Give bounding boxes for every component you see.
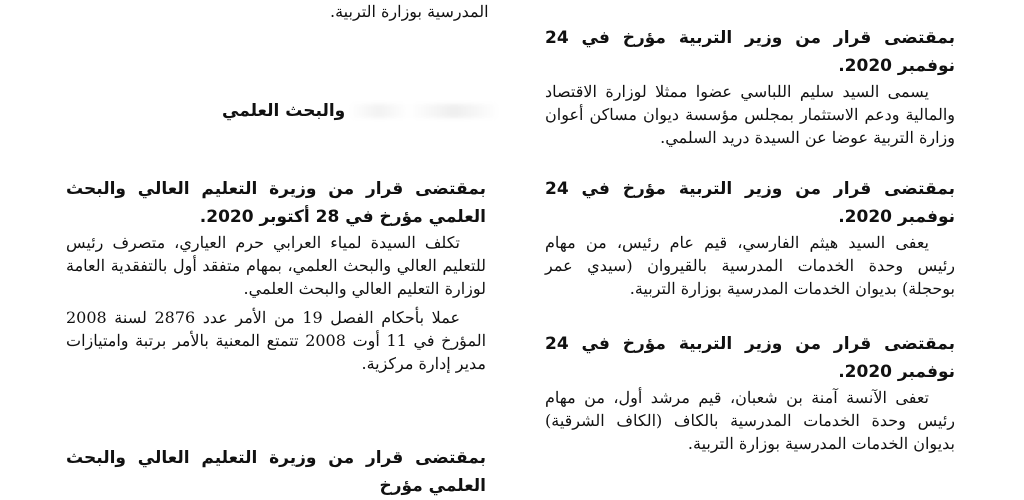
decree-heading: بمقتضى قرار من وزير التربية مؤرخ في 24 نوفمبر 2020. [545,334,955,382]
decree-paragraph: عملا بأحكام الفصل 19 من الأمر عدد 2876 لسنة 2008 المؤرخ في 11 أوت 2008 تتمتع المعنية بالأمر برتبة وامتيازات مدير إدارة مركزية. [66,308,487,373]
decree-paragraph: يعفى السيد هيثم الفارسي، قيم عام رئيس، من مهام رئيس وحدة الخدمات المدرسية بالقيروان (سيدي عمر بوحجلة) بديوان الخدمات المدرسية بوزارة التربية. [545,233,955,298]
decree-block [545,330,955,455]
decree-paragraph: تعفى الآنسة آمنة بن شعبان، قيم مرشد أول، من مهام رئيس وحدة الخدمات المدرسية بالكاف (الكاف الشرقية) بديوان الخدمات المدرسية بوزارة التربية. [545,388,955,453]
decree-heading: بمقتضى قرار من وزير التربية مؤرخ في 24 نوفمبر 2020. [545,28,955,76]
decree-heading: بمقتضى قرار من وزيرة التعليم العالي والبحث العلمي مؤرخ في 28 أكتوبر 2020. [66,179,486,227]
decree-paragraph: تكلف السيدة لمياء العرابي حرم العياري، متصرف رئيس للتعليم العالي والبحث العلمي، بمهام متفقد أول بالتفقدية العامة لوزارة التعليم العالي والبحث العلمي. [66,233,486,298]
decree-block [545,24,955,149]
decree-heading: بمقتضى قرار من وزير التربية مؤرخ في 24 نوفمبر 2020. [545,179,955,227]
obscured-text [349,104,499,118]
page-fragment-top: المدرسية بوزارة التربية. [330,2,489,21]
decree-block [545,175,955,300]
decree-heading-cutoff [66,444,486,496]
section-title [222,98,499,124]
decree-block [66,175,486,375]
section-title-text: والبحث العلمي [222,101,346,121]
decree-heading: بمقتضى قرار من وزيرة التعليم العالي والبحث العلمي مؤرخ [66,448,486,496]
decree-paragraph: يسمى السيد سليم اللباسي عضوا ممثلا لوزارة الاقتصاد والمالية ودعم الاستثمار بمجلس مؤسسة ديوان مساكن أعوان وزارة التربية عوضا عن السيدة دريد السلمي. [545,82,955,147]
